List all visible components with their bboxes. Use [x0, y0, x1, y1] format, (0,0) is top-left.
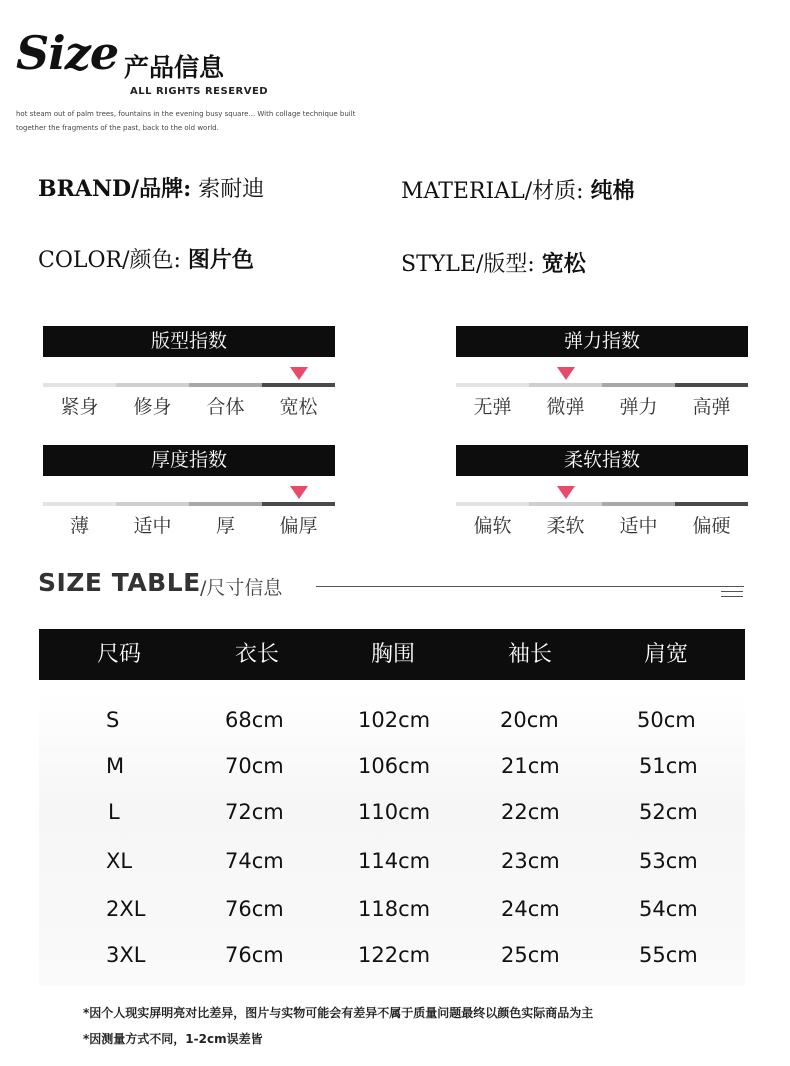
- meter-elasticity: [456, 326, 748, 418]
- meter-elasticity-scale: [456, 383, 748, 387]
- note-measurement-error: *因测量方式不同，1-2cm误差皆: [83, 1032, 263, 1046]
- table-row: [39, 889, 745, 929]
- cell-size: L: [108, 800, 120, 824]
- meter-softness-marker-icon: [557, 486, 575, 499]
- color-value: 图片色: [187, 247, 254, 273]
- brand-info: [38, 172, 264, 203]
- header-sleeve: 袖长: [507, 642, 552, 667]
- meter-thickness-marker-icon: [290, 486, 308, 499]
- cell-shoulder: 50cm: [637, 708, 696, 732]
- color-info: [38, 243, 254, 274]
- meter-softness-label: 偏软: [473, 515, 512, 537]
- cell-size: XL: [106, 849, 133, 873]
- meter-softness-title: 柔软指数: [456, 445, 748, 476]
- logo-subtitle: 产品信息: [124, 53, 225, 82]
- cell-size: 2XL: [106, 897, 146, 921]
- meter-fit-label: 宽松: [279, 396, 318, 418]
- tagline-line-1: hot steam out of palm trees, fountains in the evening busy square... With collage technique built: [16, 110, 356, 118]
- cell-shoulder: 54cm: [639, 897, 698, 921]
- meter-softness-label: 柔软: [546, 515, 585, 537]
- cell-sleeve: 21cm: [501, 754, 560, 778]
- brand-value: 索耐迪: [198, 177, 265, 202]
- tagline-line-2: together the fragments of the past, back to the old world.: [16, 124, 219, 132]
- meter-elasticity-label: 弹力: [619, 396, 658, 418]
- size-table-subtitle: /尺寸信息: [200, 577, 283, 599]
- cell-length: 70cm: [225, 754, 284, 778]
- table-row: [39, 746, 745, 786]
- cell-sleeve: 22cm: [501, 800, 560, 824]
- meter-fit: [43, 326, 335, 418]
- meter-fit-marker-icon: [290, 367, 308, 380]
- table-row: [39, 841, 745, 881]
- meter-elasticity-label: 高弹: [692, 396, 731, 418]
- meter-elasticity-marker-icon: [557, 367, 575, 380]
- meter-thickness: [43, 445, 335, 537]
- brand-key: BRAND/品牌:: [38, 176, 192, 202]
- cell-chest: 118cm: [358, 897, 431, 921]
- material-key: MATERIAL/材质:: [401, 179, 584, 204]
- meter-fit-label: 修身: [133, 396, 172, 418]
- meter-elasticity-title: 弹力指数: [456, 326, 748, 357]
- meter-fit-title: 版型指数: [43, 326, 335, 357]
- material-info: [401, 174, 635, 205]
- style-value: 宽松: [541, 251, 586, 277]
- style-info: [401, 247, 586, 278]
- table-row: [39, 700, 745, 740]
- meter-thickness-label: 薄: [69, 515, 89, 537]
- cell-shoulder: 51cm: [639, 754, 698, 778]
- size-table-title: SIZE TABLE: [38, 568, 201, 597]
- meter-thickness-label: 偏厚: [279, 515, 318, 537]
- cell-sleeve: 20cm: [500, 708, 559, 732]
- table-row: [39, 792, 745, 832]
- cell-size: 3XL: [106, 943, 146, 967]
- cell-chest: 122cm: [358, 943, 431, 967]
- meter-fit-scale: [43, 383, 335, 387]
- cell-sleeve: 23cm: [501, 849, 560, 873]
- header-length: 衣长: [234, 642, 279, 667]
- header-size: 尺码: [96, 642, 141, 667]
- meter-elasticity-label: 微弹: [546, 396, 585, 418]
- cell-chest: 114cm: [358, 849, 431, 873]
- cell-shoulder: 52cm: [639, 800, 698, 824]
- meter-elasticity-label: 无弹: [473, 396, 512, 418]
- size-table-body: [39, 690, 745, 986]
- cell-chest: 110cm: [358, 800, 431, 824]
- meter-softness-label: 适中: [619, 515, 658, 537]
- meter-thickness-title: 厚度指数: [43, 445, 335, 476]
- cell-sleeve: 25cm: [501, 943, 560, 967]
- meter-thickness-label: 厚: [215, 515, 235, 537]
- meter-thickness-label: 适中: [133, 515, 172, 537]
- cell-length: 74cm: [225, 849, 284, 873]
- cell-length: 72cm: [225, 800, 284, 824]
- cell-length: 76cm: [225, 897, 284, 921]
- meter-softness: [456, 445, 748, 537]
- cell-sleeve: 24cm: [501, 897, 560, 921]
- note-color-difference: *因个人现实屏明亮对比差异，图片与实物可能会有差异不属于质量问题最终以颜色实际商品为主: [83, 1006, 594, 1020]
- size-logo: Size: [16, 26, 119, 80]
- cell-length: 76cm: [225, 943, 284, 967]
- heading-divider: [316, 586, 744, 587]
- header-chest: 胸围: [370, 642, 415, 667]
- header-shoulder: 肩宽: [643, 642, 688, 667]
- table-row: [39, 935, 745, 975]
- meter-fit-label: 合体: [206, 396, 245, 418]
- menu-lines-icon: [721, 591, 743, 597]
- meter-softness-scale: [456, 502, 748, 506]
- color-key: COLOR/颜色:: [38, 248, 181, 273]
- cell-length: 68cm: [225, 708, 284, 732]
- style-key: STYLE/版型:: [401, 252, 535, 277]
- cell-chest: 106cm: [358, 754, 431, 778]
- size-table-header: [39, 629, 745, 680]
- cell-shoulder: 53cm: [639, 849, 698, 873]
- rights-reserved: ALL RIGHTS RESERVED: [130, 86, 269, 97]
- meter-softness-label: 偏硬: [692, 515, 731, 537]
- cell-size: S: [106, 708, 120, 732]
- cell-shoulder: 55cm: [639, 943, 698, 967]
- meter-fit-label: 紧身: [60, 396, 99, 418]
- material-value: 纯棉: [590, 178, 635, 204]
- meter-thickness-scale: [43, 502, 335, 506]
- cell-chest: 102cm: [358, 708, 431, 732]
- cell-size: M: [106, 754, 125, 778]
